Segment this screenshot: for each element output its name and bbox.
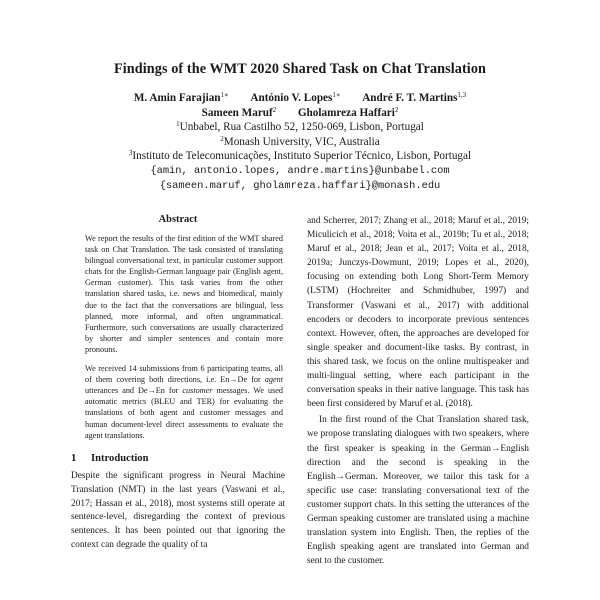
author-line-2 <box>0 106 600 121</box>
author-name: António V. Lopes <box>250 92 333 104</box>
email-line: {amin, antonio.lopes, andre.martins}@unbabel.com <box>150 164 450 177</box>
abstract-paragraph: We received 14 submissions from 6 participating teams, all of them covering both directions, i.e. En→De for agent utterances and De→En for customer messages. We used automatic metrics (BLEU and TER) for evaluating the translations of both agent and customer messages and human document-level direct assessments to evaluate the agent translations. <box>85 364 283 440</box>
section-heading: 1 Introduction <box>71 452 149 464</box>
author-sup: 1,3 <box>457 91 467 99</box>
author-sup: 1∗ <box>220 91 229 99</box>
affiliation: $^3$Instituto de Telecomunicações, Instituto Superior Técnico, Lisbon, Portugal <box>128 149 472 163</box>
author-line-1 <box>0 91 600 106</box>
author-sup: 2 <box>394 105 399 114</box>
body-paragraph: Despite the significant progress in Neural Machine Translation (NMT) in the last years (Vaswani et al., 2017; Hassan et al., 2018), most systems still operate at sentence-level, disregarding the context of previous sentences. It has been pointed out that ignoring the context can degrade the quality of ta <box>71 470 285 551</box>
abstract-heading: Abstract <box>158 214 198 225</box>
author-name: Sameen Maruf <box>201 106 273 119</box>
author-sup: 1∗ <box>332 91 341 99</box>
affiliation: $^2$Monash University, VIC, Australia <box>220 134 380 148</box>
affiliation: $^1$Unbabel, Rua Castilho 52, 1250-069, Lisbon, Portugal <box>176 120 424 134</box>
paper-title: Findings of the WMT 2020 Shared Task on Chat Translation <box>113 61 487 77</box>
author-name: M. Amin Farajian <box>133 92 221 104</box>
email-line: {sameen.maruf, gholamreza.haffari}@monash.edu <box>159 179 441 192</box>
author-sup: 2 <box>272 105 277 114</box>
abstract-paragraph: We report the results of the first edition of the WMT shared task on Chat Translation. The task consisted of translating bilingual conversational text, in particular customer support chats for the English-German language pair (English agent, German customer). This task varies from the other translation shared tasks, i.e. news and biomedical, mainly due to the fact that the conversations are bilingual, less planned, more informal, and often ungrammatical. Furthermore, such conversations are usually characterized by shorter and simpler sentences and contain more pronouns. <box>85 234 283 354</box>
body-paragraph: and Scherrer, 2017; Zhang et al., 2018; Maruf et al., 2019; Miculicich et al., 2018; Voita et al., 2019b; Tu et al., 2018; Maruf et al., 2018; Jean et al., 2017; Voita et al., 2018, 2019a; Junczys-Dowmunt, 2019; Lopes et al., 2020), focusing on extending both Long Short-Term Memory (LSTM) (Hochreiter and Schmidhuber, 1997) and Transformer (Vaswani et al., 2017) with additional encoders or decoders to incorporate previous sentences context. However, often, the approaches are developed for single speaker and document-like tasks. By contrast, in this shared task, we focus on the online multispeaker and multi-lingual setting, where each participant in the conversation speaks in their native language. This task has been first considered by Maruf et al. (2018). <box>307 216 529 410</box>
right-column <box>307 214 529 568</box>
left-column <box>71 214 285 553</box>
author-name: André F. T. Martins <box>362 92 458 104</box>
author-block <box>0 91 600 193</box>
author-name: Gholamreza Haffari <box>297 106 395 119</box>
body-paragraph: In the first round of the Chat Translation shared task, we propose translating dialogues with two speakers, where the first speaker is speaking in the German→English direction and the second is speaking in the English→German. Moreover, we tailor this task for a specific use case: translating conversational text of the customer support chats. In this setting the utterances of the German speaking customer are translated using a machine translation system into English. Then, the replies of the English speaking agent are translated into German and sent to the customer. <box>307 415 529 567</box>
